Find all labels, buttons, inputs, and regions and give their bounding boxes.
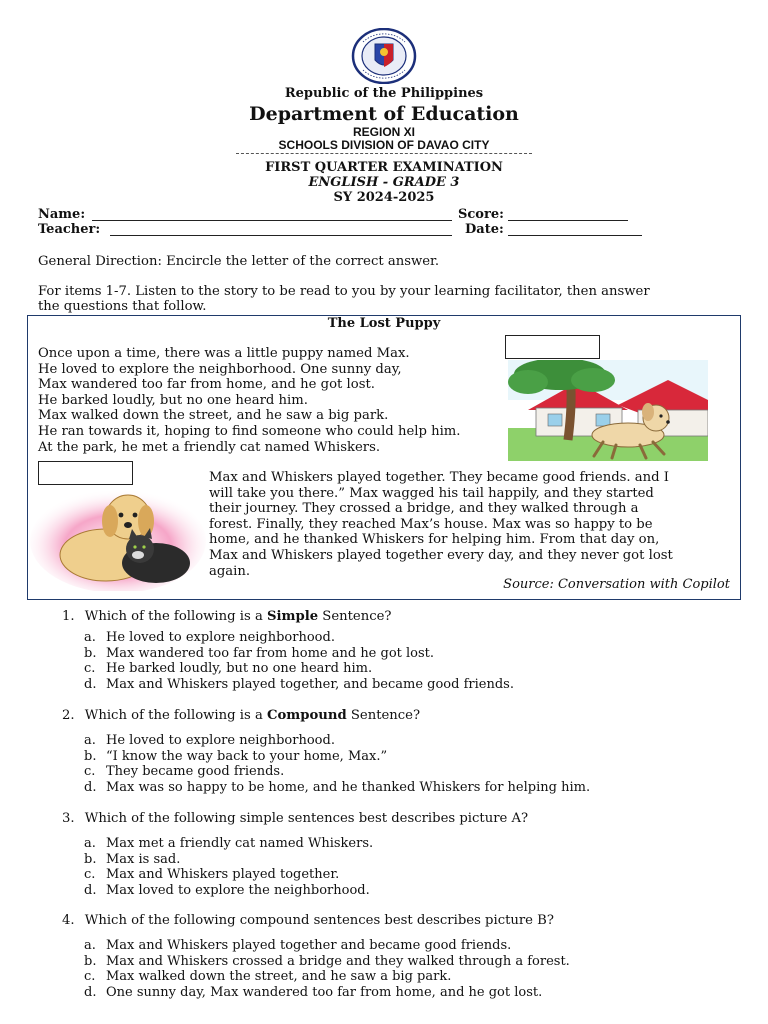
- deped-seal-logo: [351, 28, 417, 84]
- question-text: Which of the following is a: [84, 609, 267, 624]
- items-direction-line2: the questions that follow.: [38, 299, 207, 314]
- story-line: He ran towards it, hoping to find someone who could help him.: [38, 423, 461, 439]
- option-letter: c.: [84, 969, 96, 985]
- division-divider: [236, 153, 532, 156]
- items-direction-line1: For items 1-7. Listen to the story to be read to you by your learning facilitator, then answer: [38, 284, 650, 299]
- option-a[interactable]: [84, 733, 590, 749]
- question-text: Which of the following is a: [84, 708, 267, 723]
- story-line: home, and he thanked Whiskers for helping him. From that day on,: [209, 532, 660, 548]
- score-label: Score:: [458, 207, 504, 222]
- question-text: Which of the following compound sentences best describes picture B?: [84, 913, 554, 928]
- option-text: Max met a friendly cat named Whiskers.: [106, 836, 374, 851]
- score-field[interactable]: [508, 220, 628, 221]
- region-heading: REGION XI: [352, 125, 415, 139]
- story-line: Once upon a time, there was a little puppy named Max.: [38, 346, 410, 361]
- option-text: He loved to explore neighborhood.: [106, 630, 335, 645]
- question-text: Sentence?: [318, 609, 392, 624]
- option-b[interactable]: [84, 749, 590, 765]
- option-letter: b.: [84, 748, 97, 764]
- story-line: forest. Finally, they reached Max’s house. Max was so happy to be: [209, 516, 653, 532]
- republic-heading: Republic of the Philippines: [284, 86, 484, 101]
- question-4-options: [84, 938, 570, 1000]
- option-b[interactable]: [84, 954, 570, 970]
- option-a[interactable]: [84, 630, 514, 646]
- option-d[interactable]: [84, 780, 590, 796]
- option-b[interactable]: [84, 852, 373, 868]
- question-number: 4.: [62, 913, 75, 928]
- option-letter: a.: [84, 938, 96, 953]
- option-b[interactable]: [84, 646, 514, 662]
- option-c[interactable]: [84, 969, 570, 985]
- option-text: He barked loudly, but no one heard him.: [106, 661, 373, 677]
- question-3-options: [84, 836, 373, 898]
- option-d[interactable]: [84, 677, 514, 693]
- division-heading: SCHOOLS DIVISION OF DAVAO CITY: [278, 138, 490, 152]
- option-text: They became good friends.: [106, 764, 285, 780]
- question-keyword: Compound: [267, 708, 347, 723]
- exam-subject: ENGLISH - GRADE 3: [308, 175, 460, 190]
- story-line: He loved to explore the neighborhood. One sunny day,: [38, 361, 402, 377]
- general-direction: General Direction: Encircle the letter of the correct answer.: [38, 254, 440, 269]
- option-letter: c.: [84, 661, 96, 677]
- story-line: their journey. They crossed a bridge, and they walked through a: [209, 501, 639, 517]
- option-c[interactable]: [84, 661, 514, 677]
- option-c[interactable]: [84, 764, 590, 780]
- option-letter: b.: [84, 851, 97, 867]
- date-label: Date:: [465, 222, 504, 237]
- option-text: “I know the way back to your home, Max.”: [106, 748, 388, 764]
- question-2: [62, 708, 420, 723]
- question-3: [62, 811, 528, 826]
- option-letter: b.: [84, 645, 97, 661]
- option-text: Max walked down the street, and he saw a big park.: [106, 969, 452, 985]
- option-letter: d.: [84, 676, 97, 692]
- option-a[interactable]: [84, 836, 373, 852]
- story-paragraph-1: [38, 346, 508, 455]
- school-year: SY 2024-2025: [333, 190, 435, 205]
- option-letter: d.: [84, 984, 97, 1000]
- story-source: Source: Conversation with Copilot: [503, 577, 730, 592]
- name-label: Name:: [38, 207, 86, 222]
- story-line: Max walked down the street, and he saw a big park.: [38, 408, 389, 424]
- option-text: Max and Whiskers played together.: [106, 867, 340, 883]
- story-line: He barked loudly, but no one heard him.: [38, 392, 308, 408]
- teacher-label: Teacher:: [38, 222, 101, 237]
- story-line: Max and Whiskers played together every day, and they never got lost: [209, 547, 673, 563]
- question-number: 2.: [62, 708, 75, 723]
- picture-label-box[interactable]: [38, 461, 133, 485]
- question-2-options: [84, 733, 590, 795]
- teacher-field[interactable]: [110, 235, 452, 236]
- story-title: The Lost Puppy: [327, 316, 441, 331]
- story-line: Max wandered too far from home, and he got lost.: [38, 377, 375, 393]
- option-a[interactable]: [84, 938, 570, 954]
- option-text: Max wandered too far from home and he got lost.: [106, 645, 435, 661]
- question-number: 1.: [62, 609, 75, 624]
- option-letter: d.: [84, 882, 97, 898]
- option-text: He loved to explore neighborhood.: [106, 733, 335, 748]
- option-text: Max was so happy to be home, and he thanked Whiskers for helping him.: [106, 779, 591, 795]
- option-letter: a.: [84, 836, 96, 851]
- date-field[interactable]: [508, 235, 642, 236]
- puppy-and-kitten-picture: [28, 483, 206, 591]
- story-line: Max and Whiskers played together. They became good friends. and I: [209, 470, 669, 485]
- question-number: 3.: [62, 811, 75, 826]
- option-text: Max and Whiskers played together, and became good friends.: [106, 676, 514, 692]
- option-letter: d.: [84, 779, 97, 795]
- option-letter: c.: [84, 764, 96, 780]
- option-text: Max loved to explore the neighborhood.: [106, 882, 370, 898]
- story-line: At the park, he met a friendly cat named Whiskers.: [38, 439, 381, 455]
- option-text: Max and Whiskers crossed a bridge and they walked through a forest.: [106, 953, 570, 969]
- puppy-running-picture: [508, 360, 708, 461]
- option-letter: a.: [84, 733, 96, 748]
- story-paragraph-2: [209, 470, 729, 579]
- option-letter: b.: [84, 953, 97, 969]
- question-keyword: Simple: [267, 609, 319, 624]
- story-line: again.: [209, 563, 251, 579]
- picture-label-box[interactable]: [505, 335, 600, 359]
- option-text: One sunny day, Max wandered too far from home, and he got lost.: [106, 984, 543, 1000]
- question-text: Sentence?: [346, 708, 421, 723]
- name-field[interactable]: [92, 220, 452, 221]
- option-text: Max and Whiskers played together and became good friends.: [106, 938, 512, 953]
- option-c[interactable]: [84, 867, 373, 883]
- option-d[interactable]: [84, 883, 373, 899]
- question-1-options: [84, 630, 514, 692]
- option-letter: a.: [84, 630, 96, 645]
- story-line: will take you there.” Max wagged his tail happily, and they started: [209, 485, 654, 501]
- question-1: [62, 609, 392, 624]
- question-text: Which of the following simple sentences best describes picture A?: [84, 811, 529, 826]
- exam-title: FIRST QUARTER EXAMINATION: [265, 160, 503, 175]
- option-d[interactable]: [84, 985, 570, 1001]
- option-text: Max is sad.: [106, 851, 181, 867]
- question-4: [62, 913, 554, 928]
- option-letter: c.: [84, 867, 96, 883]
- department-heading: Department of Education: [249, 103, 519, 125]
